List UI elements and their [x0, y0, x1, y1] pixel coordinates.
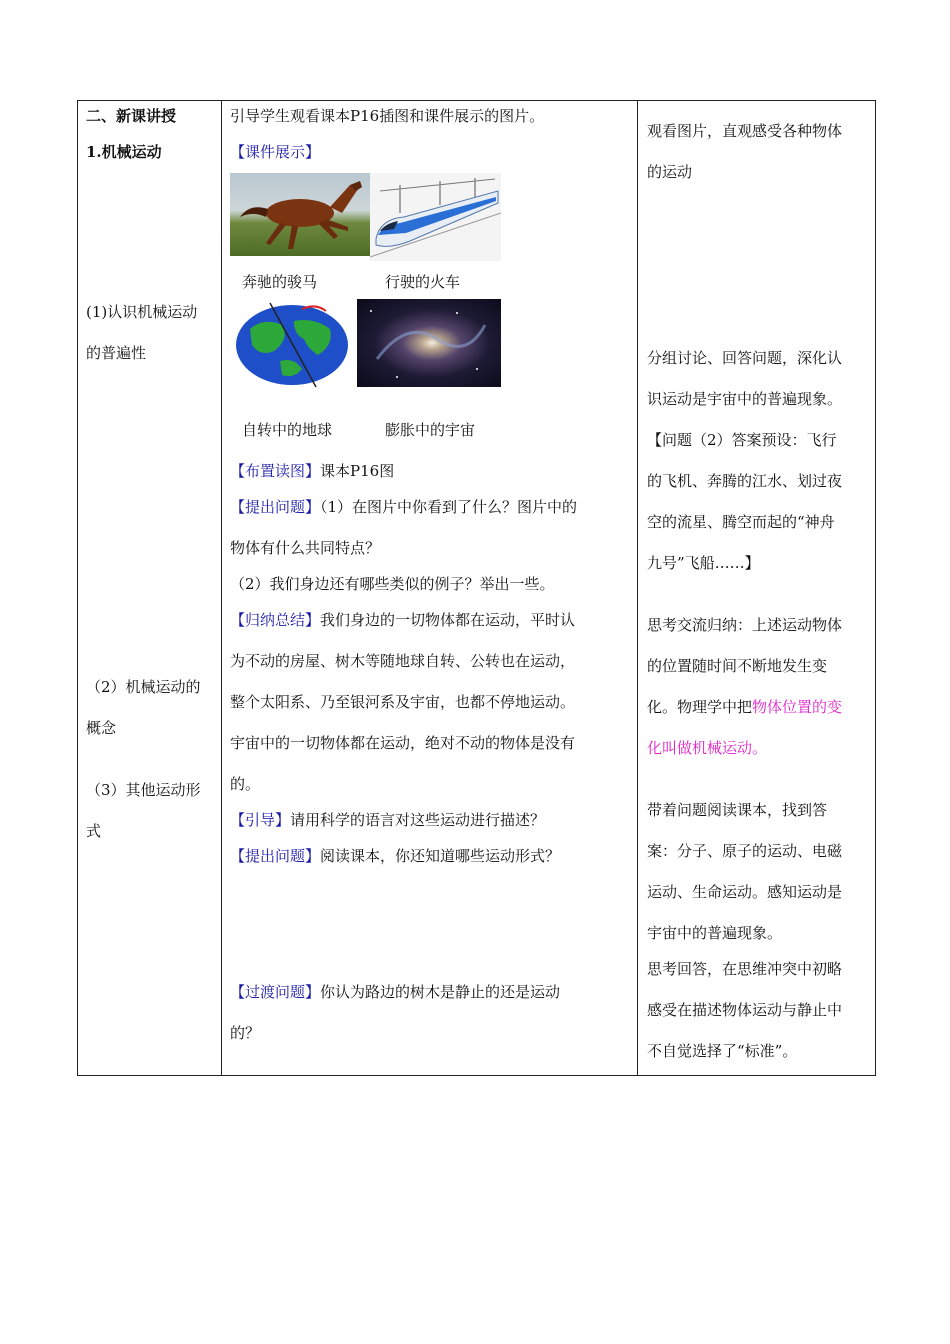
right-4-line1: 思考交流归纳：上述运动物体: [647, 616, 843, 634]
item3-line1: （3）其他运动形: [86, 781, 201, 799]
question2-text: 阅读课本，你还知道哪些运动形式？: [320, 847, 561, 865]
item2-line2: 概念: [86, 719, 117, 737]
right-4-line3: [647, 697, 842, 717]
right-4-line3-plain: 化。物理学中把: [647, 698, 753, 716]
summary-line4: 宇宙中的一切物体都在运动，绝对不动的物体是没有: [230, 734, 576, 752]
right-5-line4: 宇宙中的普遍现象。: [647, 924, 783, 942]
tag-summary: 【归纳总结】: [230, 611, 321, 629]
tag-question2: 【提出问题】: [230, 847, 321, 865]
column-divider: [221, 101, 222, 1075]
summary-line1: [230, 610, 575, 630]
summary-line3: 整个太阳系、乃至银河系及宇宙，也都不停地运动。: [230, 693, 576, 711]
right-2-line1: 分组讨论、回答问题，深化认: [647, 349, 843, 367]
right-6-line2: 感受在描述物体运动与静止中: [647, 1001, 843, 1019]
caption-earth: 自转中的地球: [242, 421, 333, 439]
horse-photo: [230, 173, 370, 256]
guide-text: 请用科学的语言对这些运动进行描述？: [290, 811, 546, 829]
guide-line: [230, 810, 545, 830]
right-4-line2: 的位置随时间不断地发生变: [647, 657, 828, 675]
right-5-line3: 运动、生命运动。感知运动是: [647, 883, 843, 901]
right-6-line3: 不自觉选择了“标准”。: [647, 1042, 798, 1060]
question2-line: [230, 846, 560, 866]
reading-text: 课本P16图: [320, 462, 395, 480]
right-3-line4: 九号”飞船……】: [647, 554, 760, 572]
right-3-line2: 的飞机、奔腾的江水、划过夜: [647, 472, 843, 490]
train-photo: [370, 173, 501, 261]
section-title: 二、新课讲授: [86, 107, 177, 125]
intro-text: 引导学生观看课本P16插图和课件展示的图片。: [230, 107, 545, 125]
summary-line2: 为不动的房屋、树木等随地球自转、公转也在运动，: [230, 652, 576, 670]
right-4-line3-highlight: 物体位置的变: [752, 698, 843, 716]
tag-guide: 【引导】: [230, 811, 291, 829]
tag-courseware: 【课件展示】: [230, 143, 321, 161]
transition-line1: [230, 982, 560, 1002]
q1-line2: 物体有什么共同特点？: [230, 539, 381, 557]
right-2-line2: 识运动是宇宙中的普遍现象。: [647, 390, 843, 408]
transition-text1: 你认为路边的树木是静止的还是运动: [320, 983, 561, 1001]
right-3-line1: 【问题（2）答案预设：飞行: [647, 431, 837, 449]
right-5-line1: 带着问题阅读课本，找到答: [647, 801, 828, 819]
galaxy-photo: [357, 299, 501, 387]
right-5-line2: 案：分子、原子的运动、电磁: [647, 842, 843, 860]
item1-line2: 的普遍性: [86, 344, 147, 362]
subsection-title: 1.机械运动: [86, 143, 162, 161]
caption-universe: 膨胀中的宇宙: [385, 421, 476, 439]
tag-question: 【提出问题】: [230, 498, 321, 516]
right-4-line4-highlight: 化叫做机械运动。: [647, 739, 768, 757]
item3-line2: 式: [86, 822, 102, 840]
right-1-line2: 的运动: [647, 163, 693, 181]
summary-text1: 我们身边的一切物体都在运动，平时认: [320, 611, 576, 629]
summary-line5: 的。: [230, 775, 261, 793]
caption-train: 行驶的火车: [385, 273, 461, 291]
transition-line2: 的？: [230, 1024, 261, 1042]
right-6-line1: 思考回答，在思维冲突中初略: [647, 960, 843, 978]
tag-transition: 【过渡问题】: [230, 983, 321, 1001]
caption-horse: 奔驰的骏马: [242, 273, 318, 291]
column-divider: [637, 101, 638, 1075]
q2-text: （2）我们身边还有哪些类似的例子？举出一些。: [230, 575, 555, 593]
tag-reading: 【布置读图】: [230, 462, 321, 480]
item2-line1: （2）机械运动的: [86, 678, 201, 696]
right-1-line1: 观看图片，直观感受各种物体: [647, 122, 843, 140]
reading-line: [230, 461, 394, 481]
right-3-line3: 空的流星、腾空而起的“神舟: [647, 513, 835, 531]
q1-line1: （1）在图片中你看到了什么？图片中的: [320, 498, 578, 516]
item1-line1: (1)认识机械运动: [86, 303, 198, 321]
earth-photo: [230, 299, 357, 389]
question-line1: [230, 497, 577, 517]
